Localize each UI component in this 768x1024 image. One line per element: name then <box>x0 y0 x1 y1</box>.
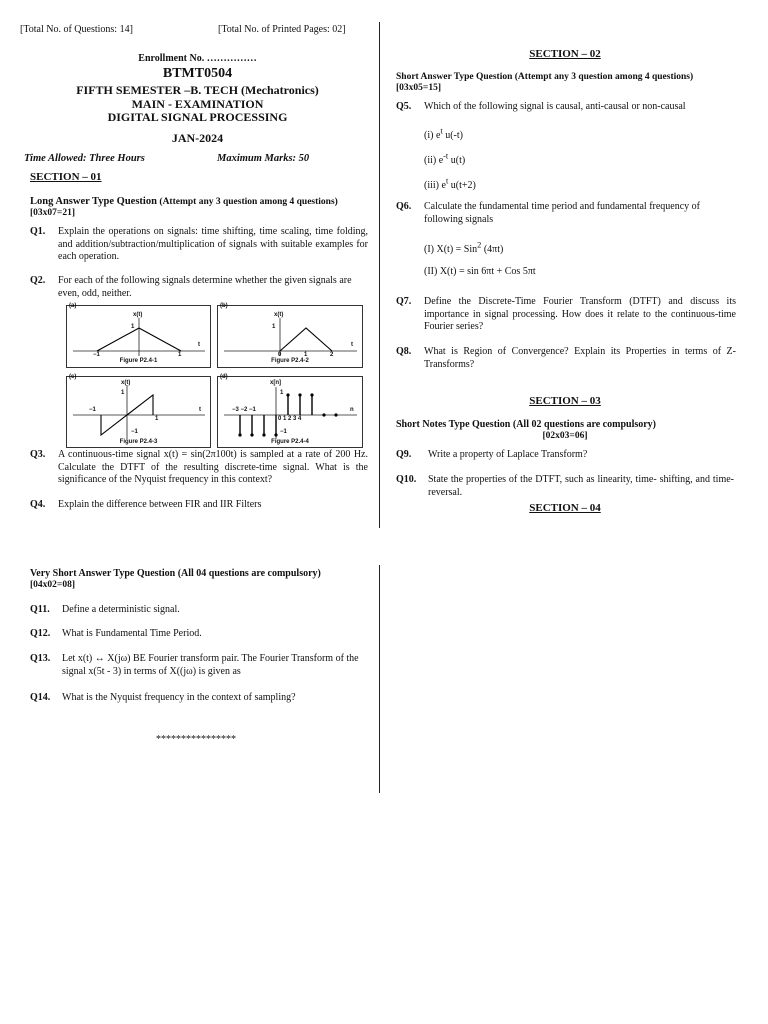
q8-number: Q8. <box>396 346 412 357</box>
figure-c <box>66 376 211 448</box>
max-marks: Maximum Marks: 50 <box>217 153 310 164</box>
q13-number: Q13. <box>30 653 51 664</box>
q5-option-iii: (iii) $e^t$ u(t+2) <box>424 177 476 192</box>
q6-option-ii: (II) X(t) = sin 6πt + Cos 5πt <box>424 266 536 277</box>
figure-b-one: 1 <box>272 324 276 330</box>
section-02-title: SECTION – 02 <box>529 48 601 60</box>
section-03-heading: Short Notes Type Question (All 02 questions are compulsory) <box>396 419 657 430</box>
exam-line: MAIN - EXAMINATION <box>131 97 264 111</box>
time-allowed: Time Allowed: Three Hours <box>24 153 145 164</box>
exam-date: JAN-2024 <box>171 131 224 145</box>
q3-number: Q3. <box>30 449 46 460</box>
section-04-title: SECTION – 04 <box>529 502 601 514</box>
section-01-heading-line <box>30 196 338 207</box>
figure-d-axis: n <box>350 407 354 413</box>
figure-b-tick-0: 0 <box>278 352 282 358</box>
section-01-title: SECTION – 01 <box>30 171 102 183</box>
figure-c-tick-pos: 1 <box>155 416 159 422</box>
figure-a-tick-pos: 1 <box>178 352 182 358</box>
q3-text: A continuous-time signal x(t) = sin(2π100t) is sampled at a rate of 200 Hz. Calculate the DTFT of the resulting discrete-time signal. What is the significance of the Nyquist frequency in this context? <box>58 449 368 485</box>
q6-text: Calculate the fundamental time period and fundamental frequency of following signals <box>424 201 701 225</box>
figure-a <box>66 305 211 368</box>
section-03-marks: [02x03=06] <box>542 431 588 441</box>
figure-c-tick-neg: −1 <box>89 407 96 413</box>
figure-d-caption: Figure P2.4-4 <box>271 439 309 445</box>
course-code: BTMT0504 <box>162 66 233 81</box>
q5-text: Which of the following signal is causal, anti-causal or non-causal <box>424 101 686 112</box>
figure-d-neg: −1 <box>280 429 287 435</box>
section-03-title: SECTION – 03 <box>529 395 601 407</box>
figure-c-axis: t <box>199 407 201 413</box>
q4-text: Explain the difference between FIR and IIR Filters <box>58 499 262 510</box>
semester-line: FIFTH SEMESTER –B. TECH (Mechatronics) <box>76 83 319 97</box>
figure-b <box>217 305 363 368</box>
q14-text: What is the Nyquist frequency in the context of sampling? <box>62 692 296 703</box>
figure-d-one: 1 <box>280 390 284 396</box>
q2-text: For each of the following signals determine whether the given signals are even, odd, neither. <box>58 275 352 299</box>
q2-number: Q2. <box>30 275 46 286</box>
q9-text: Write a property of Laplace Transform? <box>428 449 588 460</box>
q1-text: Explain the operations on signals: time shifting, time scaling, time folding, and addition/subtraction/multiplication of signals with suitable examples for each operation. <box>58 226 368 262</box>
q6-number: Q6. <box>396 201 412 212</box>
figure-b-caption: Figure P2.4-2 <box>271 358 309 364</box>
section-01-marks: [03x07=21] <box>30 208 75 218</box>
section-04-marks: [04x02=08] <box>30 580 75 590</box>
q13-text: Let x(t) ↔ X(jω) BE Fourier transform pair. The Fourier Transform of the signal x(5t - 3) in terms of X((jω) is given as <box>62 653 359 677</box>
q6-option-i: (I) X(t) = Sin$^2$ (4πt) <box>424 241 504 256</box>
q7-text: Define the Discrete-Time Fourier Transform (DTFT) and discuss its importance in signal processing. How does it relate to the continuous-time Fourier series? <box>424 296 736 332</box>
q4-number: Q4. <box>30 499 46 510</box>
figure-b-tick-1: 1 <box>304 352 308 358</box>
figure-d-label: (d) <box>220 374 228 380</box>
figure-b-tick-2: 2 <box>330 352 334 358</box>
figure-c-label: (c) <box>69 374 77 380</box>
figure-c-one: 1 <box>121 390 125 396</box>
figure-b-axis: t <box>351 342 353 348</box>
end-of-paper-mark: **************** <box>156 734 236 745</box>
q12-number: Q12. <box>30 628 51 639</box>
q7-number: Q7. <box>396 296 412 307</box>
figure-d-ylabel: x[n] <box>270 380 281 386</box>
figure-d <box>217 376 363 448</box>
figure-c-neg: −1 <box>131 429 138 435</box>
figure-a-axis: t <box>198 342 200 348</box>
q5-option-ii: (ii) $e^{-t}$ u(t) <box>424 152 466 167</box>
q1-number: Q1. <box>30 226 46 237</box>
total-questions: [Total No. of Questions: 14] <box>20 24 133 35</box>
section-01-heading: Long Answer Type Question <box>30 196 157 207</box>
subject-line: DIGITAL SIGNAL PROCESSING <box>107 110 288 124</box>
figure-c-caption: Figure P2.4-3 <box>119 439 158 445</box>
figure-d-ticks-neg: −3 −2 −1 <box>232 407 256 413</box>
q5-option-i: (i) $e^t$ u(-t) <box>424 127 463 142</box>
q12-text: What is Fundamental Time Period. <box>62 628 202 639</box>
q11-number: Q11. <box>30 604 50 615</box>
figure-c-ylabel: x(t) <box>121 380 131 386</box>
q10-number: Q10. <box>396 474 417 485</box>
section-01-heading-note: (Attempt any 3 question among 4 questions) <box>159 197 338 207</box>
figure-a-label: (a) <box>69 303 77 309</box>
figure-b-label: (b) <box>220 303 228 309</box>
q11-text: Define a deterministic signal. <box>62 604 180 615</box>
q14-number: Q14. <box>30 692 51 703</box>
enrollment-line: Enrollment No. …………… <box>138 53 257 64</box>
total-pages: [Total No. of Printed Pages: 02] <box>218 24 346 35</box>
figure-b-ylabel: x(t) <box>274 312 284 318</box>
section-04-heading: Very Short Answer Type Question (All 04 questions are compulsory) <box>30 568 321 579</box>
q9-number: Q9. <box>396 449 412 460</box>
q5-number: Q5. <box>396 101 412 112</box>
figure-a-one: 1 <box>131 324 135 330</box>
figure-a-ylabel: x(t) <box>133 312 143 318</box>
figure-a-tick-neg: −1 <box>93 352 100 358</box>
figure-d-ticks-pos: 0 1 2 3 4 <box>278 416 302 422</box>
section-02-marks: [03x05=15] <box>396 83 441 93</box>
figure-a-caption: Figure P2.4-1 <box>119 358 158 364</box>
column-divider-top <box>379 22 380 528</box>
section-02-heading: Short Answer Type Question (Attempt any 3 question among 4 questions) <box>396 72 694 82</box>
q10-text: State the properties of the DTFT, such as linearity, time- shifting, and time-reversal. <box>428 474 734 498</box>
column-divider-bottom <box>379 565 380 793</box>
q8-text: What is Region of Convergence? Explain its Properties in terms of Z-Transforms? <box>424 346 736 370</box>
